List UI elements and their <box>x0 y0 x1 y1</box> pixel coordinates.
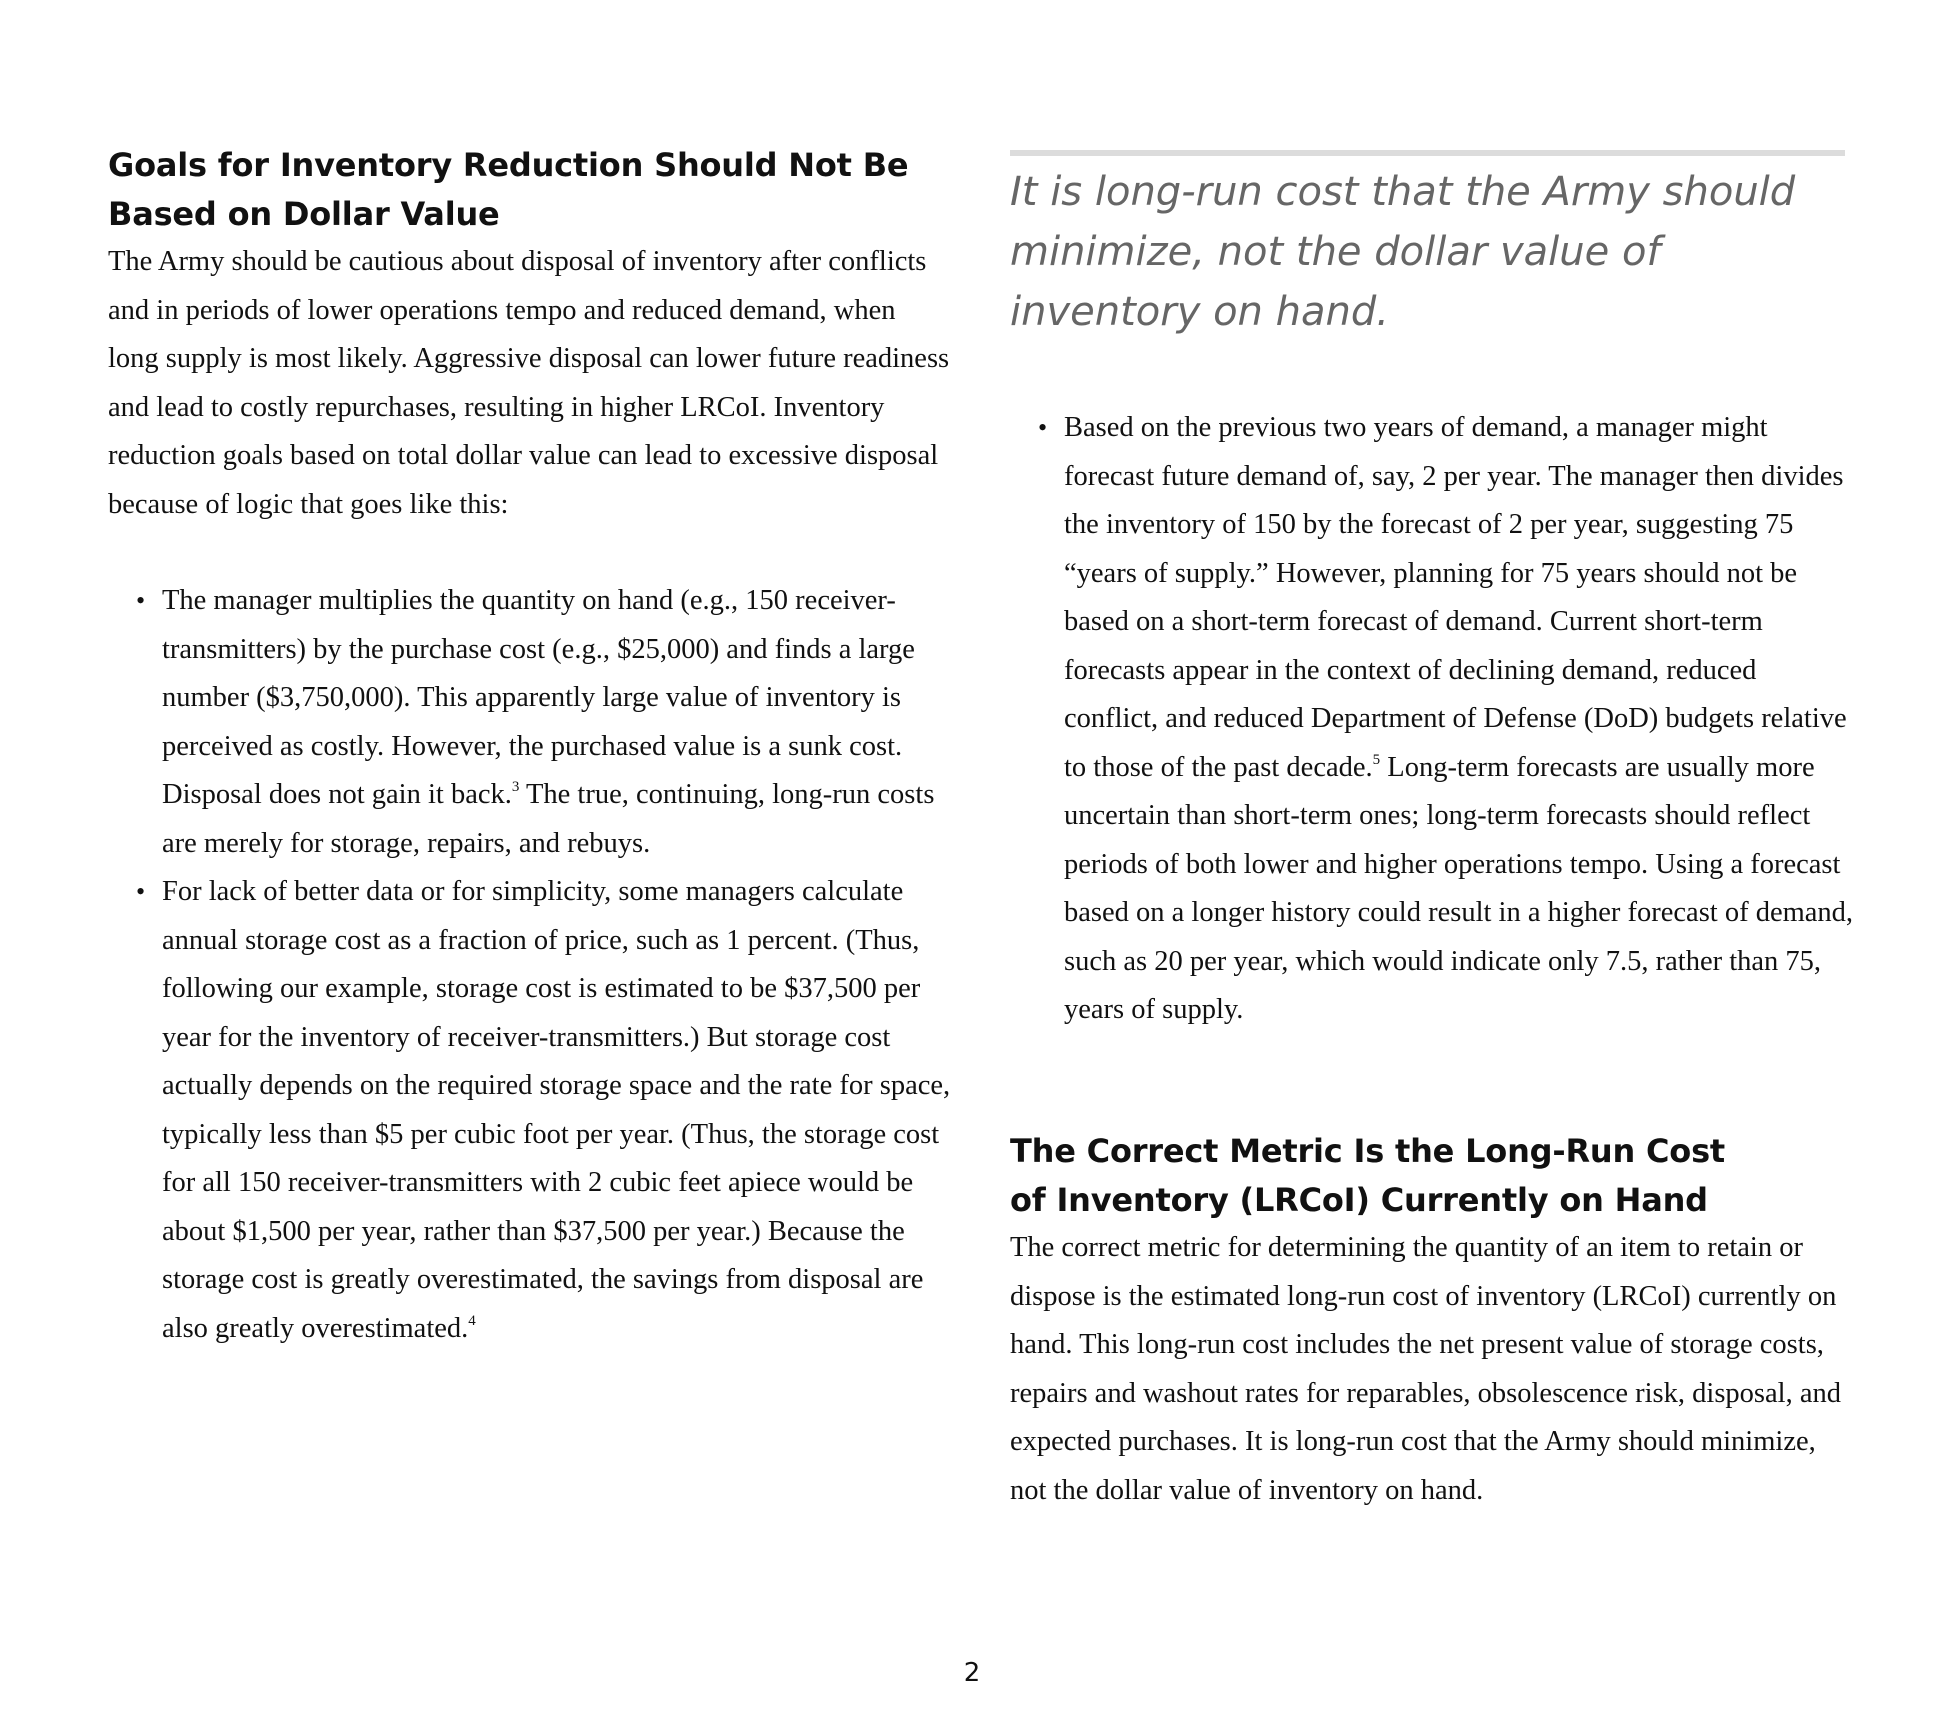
bullet-icon: • <box>136 877 146 906</box>
list-item <box>108 577 953 868</box>
pull-quote: It is long-run cost that the Army should minimize, not the dollar value of inventory on hand. <box>1010 169 1796 335</box>
pull-quote-rule <box>1010 150 1845 156</box>
footnote-ref[interactable]: 4 <box>468 1312 476 1329</box>
bullet-icon: • <box>136 586 146 615</box>
bullet-icon: • <box>1038 413 1048 442</box>
correct-metric-paragraph: The correct metric for determining the quantity of an item to retain or dispose is the estimated long-run cost of inventory (LRCoI) currently on hand. This long-run cost includes the net present value of storage costs, repairs and washout rates for reparables, obsolescence risk, disposal, and expected purchases. It is long-run cost that the Army should minimize, not the dollar value of inventory on hand. <box>1010 1232 1841 1506</box>
list-item <box>1010 404 1855 1035</box>
bullet-text: For lack of better data or for simplicity, some managers calculate annual storage cost as a fraction of price, such as 1 percent. (Thus, following our example, storage cost is estimated to be $37,500 per year for the inventory of receiver-transmitters.) But storage cost actually depends on the required storage space and the rate for space, typically less than $5 per cubic foot per year. (Thus, the storage cost for all 150 receiver-transmitters with 2 cubic feet apiece would be about $1,500 per year, rather than $37,500 per year.) Because the storage cost is greatly overestimated, the savings from disposal are also greatly overestimated. <box>162 876 951 1344</box>
page-number: 2 <box>963 1658 981 1688</box>
list-item <box>108 868 953 1353</box>
section-heading-correct-metric: The Correct Metric Is the Long-Run Cost of Inventory (LRCoI) Currently on Hand <box>1010 1132 1726 1219</box>
footnote-ref[interactable]: 5 <box>1372 751 1381 768</box>
bullet-text-continued: Long-term forecasts are usually more uncertain than short-term ones; long-term forecasts should reflect periods of both lower and higher operations tempo. Using a forecast based on a longer history could result in a higher forecast of demand, such as 20 per year, which would indicate only 7.5, rather than 75, years of supply. <box>1064 751 1854 1025</box>
right-bullet-list <box>1010 404 1855 1035</box>
intro-paragraph: The Army should be cautious about disposal of inventory after conflicts and in periods of lower operations tempo and reduced demand, when long supply is most likely. Aggressive disposal can lower future readiness and lead to costly repurchases, resulting in higher LRCoI. Inventory reduction goals based on total dollar value can lead to excessive disposal because of logic that goes like this: <box>108 246 950 520</box>
footnote-ref[interactable]: 3 <box>511 779 520 795</box>
bullet-text-continued: The true, continuing, long-run costs are merely for storage, repairs, and rebuys. <box>162 779 935 859</box>
section-heading-goals: Goals for Inventory Reduction Should Not Be Based on Dollar Value <box>108 146 909 233</box>
left-bullet-list <box>108 577 953 1353</box>
bullet-text: The manager multiplies the quantity on hand (e.g., 150 receiver-transmitters) by the purchase cost (e.g., $25,000) and finds a large number ($3,750,000). This apparently large value of inventory is perceived as costly. However, the purchased value is a sunk cost. Disposal does not gain it back. <box>162 585 915 810</box>
bullet-text: Based on the previous two years of demand, a manager might forecast future demand of, say, 2 per year. The manager then divides the inventory of 150 by the forecast of 2 per year, suggesting 75 “years of supply.” However, planning for 75 years should not be based on a short-term forecast of demand. Current short-term forecasts appear in the context of declining demand, reduced conflict, and reduced Department of Defense (DoD) budgets relative to those of the past decade. <box>1064 412 1847 783</box>
